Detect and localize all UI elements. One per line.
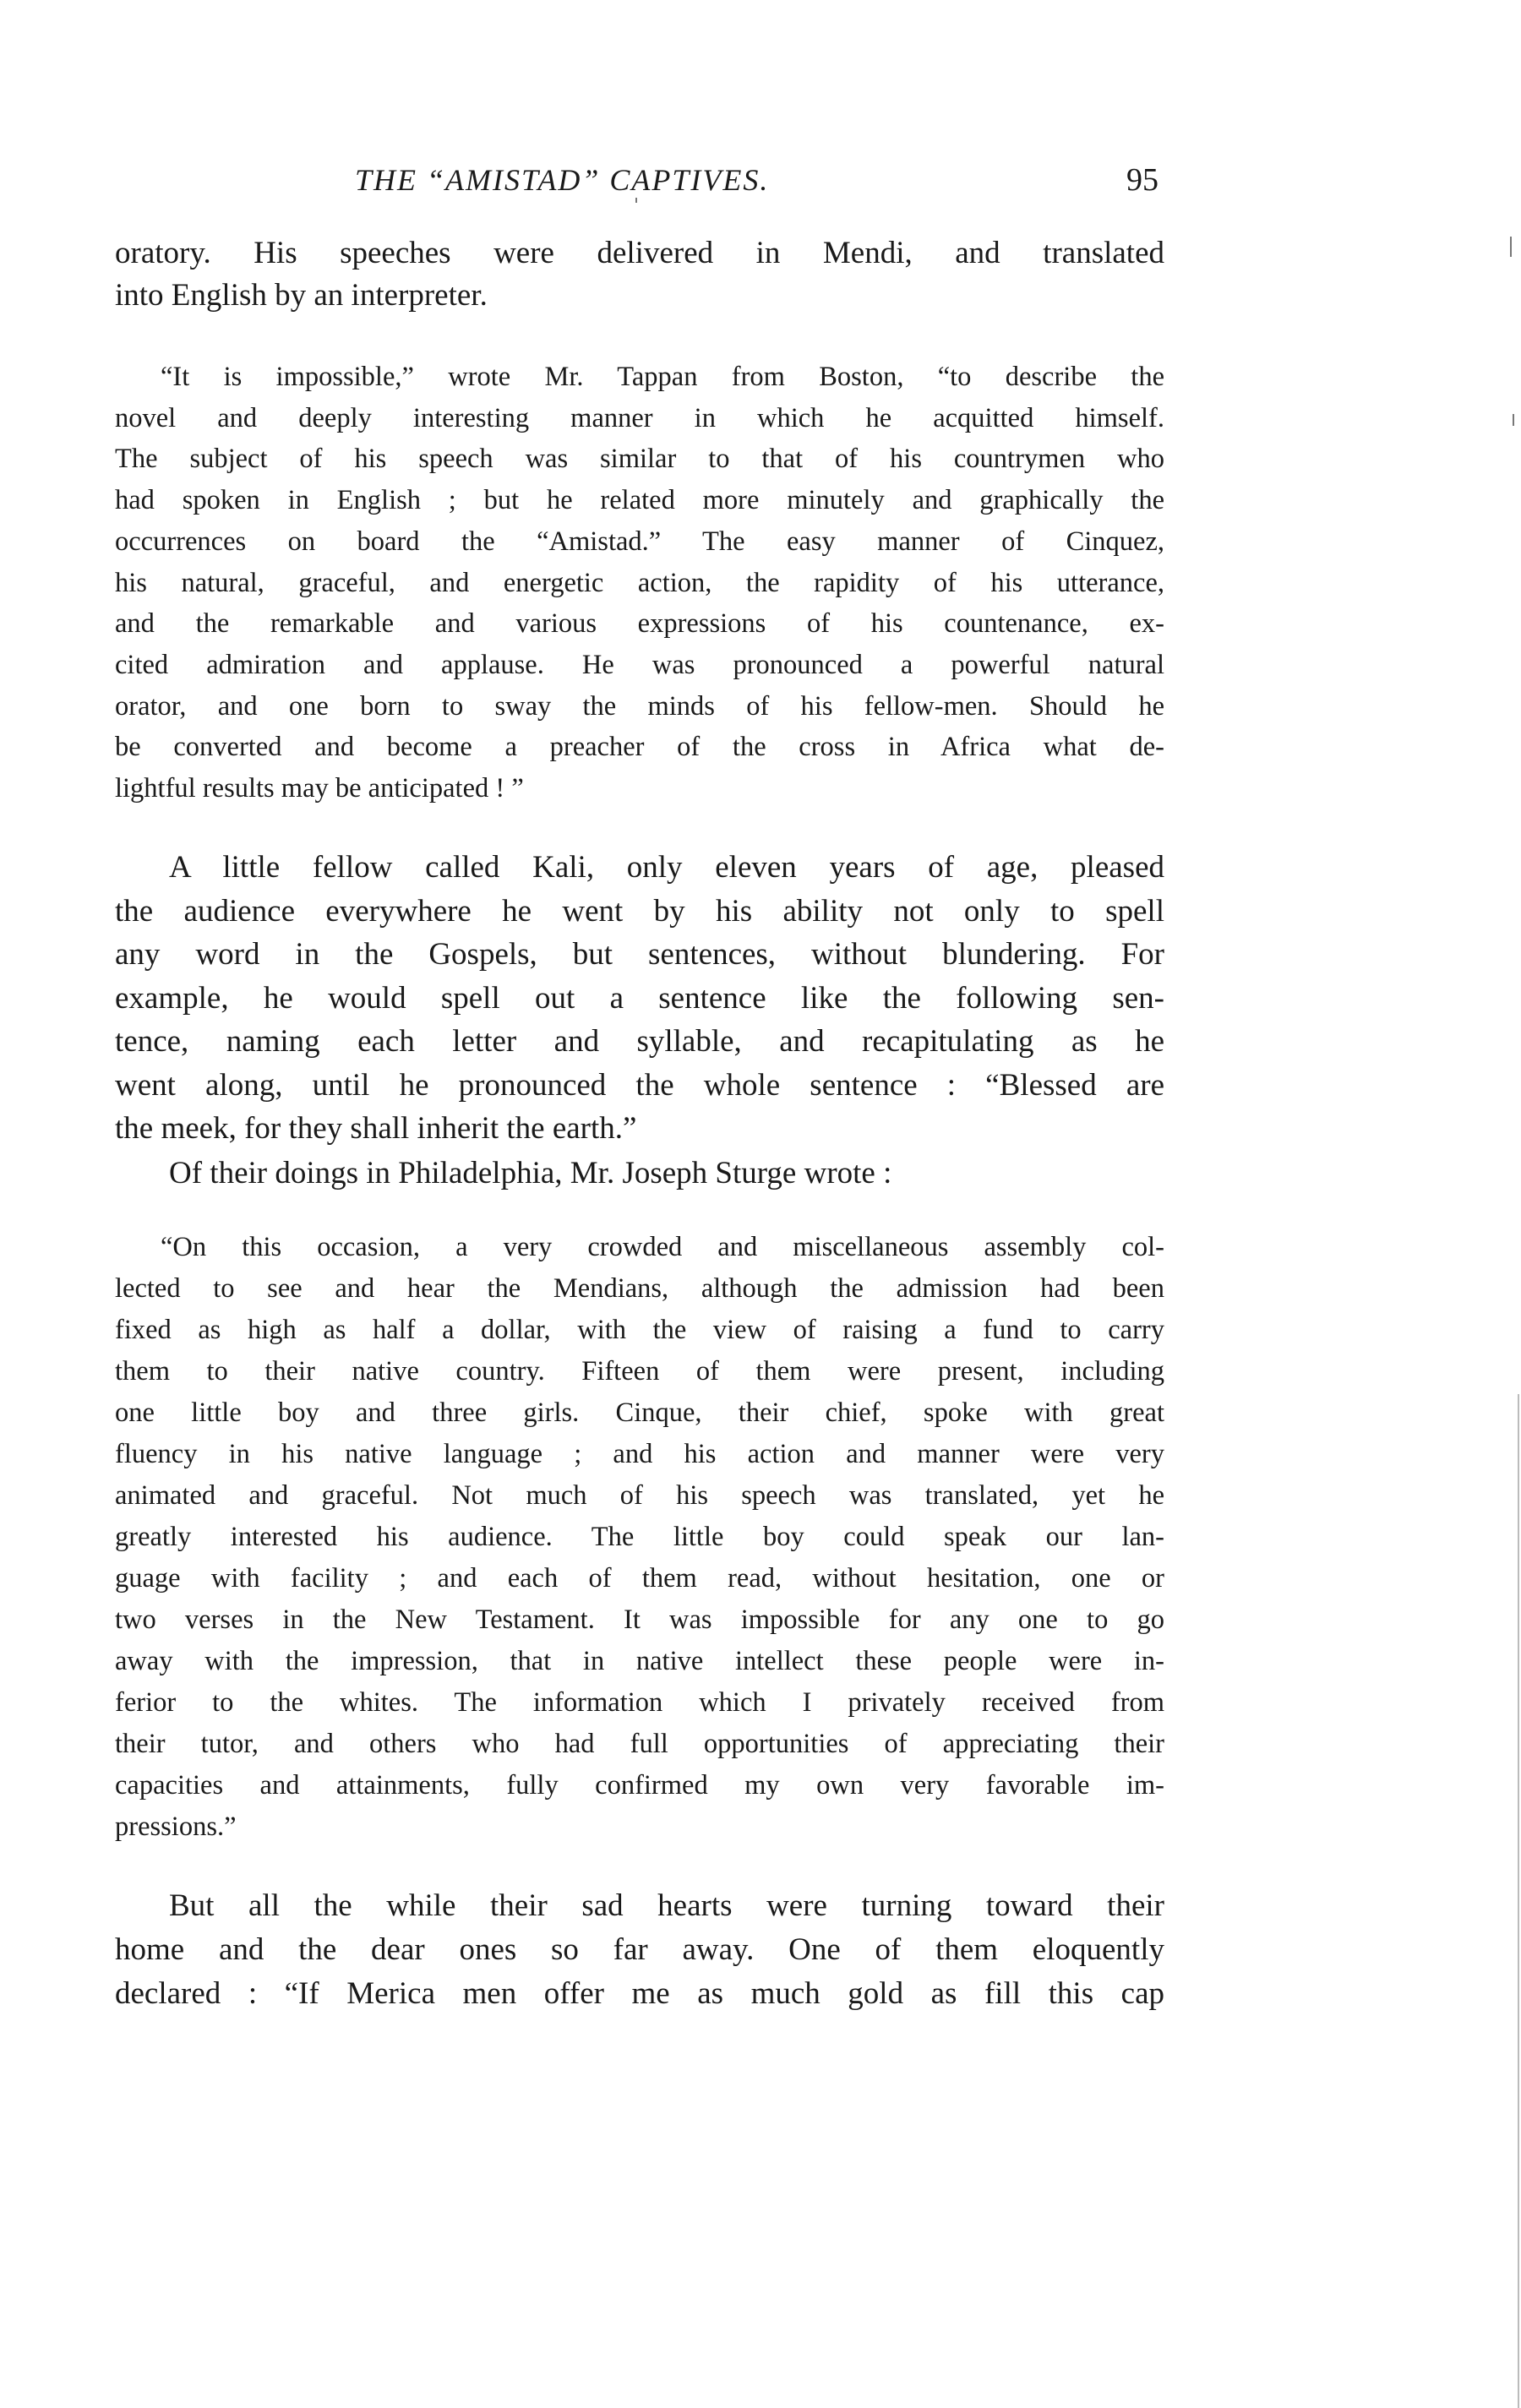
text-line: fixed as high as half a dollar, with the view of raising a fund to carry [115,1315,1164,1345]
paragraph-continuation [115,232,1164,317]
text-line: home and the dear ones so far away. One of them eloquently [115,1932,1164,1967]
text-line: their tutor, and others who had full opportunities of appreciating their [115,1729,1164,1759]
text-line: capacities and attainments, fully confirmed my own very favorable im- [115,1770,1164,1801]
text-line: them to their native country. Fifteen of them were present, including [115,1356,1164,1387]
text-line: ferior to the whites. The information which I privately received from [115,1687,1164,1718]
text-line: orator, and one born to sway the minds of his fellow-men. Should he [115,690,1164,722]
text-line: greatly interested his audience. The little boy could speak our lan- [115,1522,1164,1552]
block-quote-tappan [115,357,1164,809]
page-number: 95 [1126,162,1158,198]
text-line: into English by an interpreter. [115,278,488,313]
text-line: occurrences on board the “Amistad.” The easy manner of Cinquez, [115,526,1164,557]
text-line: lightful results may be anticipated ! ” [115,773,524,804]
text-line: cited admiration and applause. He was pronounced a powerful natural [115,649,1164,680]
text-line: the audience everywhere he went by his ability not only to spell [115,893,1164,929]
text-line: his natural, graceful, and energetic action, the rapidity of his utterance, [115,567,1164,598]
text-line: the meek, for they shall inherit the earth.” [115,1111,637,1146]
block-quote-sturge [115,1227,1164,1848]
scan-speck [635,198,637,203]
text-line: oratory. His speeches were delivered in Mendi, and translated [115,236,1164,270]
text-line: one little boy and three girls. Cinque, their chief, spoke with great [115,1397,1164,1428]
text-line: “It is impossible,” wrote Mr. Tappan from Boston, “to describe the [161,362,1164,392]
text-line: tence, naming each letter and syllable, and recapitulating as he [115,1024,1164,1059]
text-line: went along, until he pronounced the whole sentence : “Blessed are [115,1067,1164,1103]
text-line: “On this occasion, a very crowded and miscellaneous assembly col- [161,1232,1164,1262]
text-line: be converted and become a preacher of the cross in Africa what de- [115,732,1164,763]
text-line: lected to see and hear the Mendians, although the admission had been [115,1273,1164,1304]
scan-speck [1513,414,1514,426]
text-line: The subject of his speech was similar to that of his countrymen who [115,444,1164,475]
text-line: pressions.” [115,1811,237,1842]
scan-speck [1518,1394,1519,2408]
running-head [0,159,1521,201]
text-line: fluency in his native language ; and his action and manner were very [115,1439,1164,1469]
text-line: two verses in the New Testament. It was impossible for any one to go [115,1604,1164,1635]
text-line: guage with facility ; and each of them read, without hesitation, one or [115,1563,1164,1594]
text-line: any word in the Gospels, but sentences, without blundering. For [115,937,1164,972]
text-line: had spoken in English ; but he related more minutely and graphically the [115,485,1164,516]
text-line: declared : “If Merica men offer me as much gold as fill this cap [115,1976,1164,2011]
text-line: and the remarkable and various expressions of his countenance, ex- [115,608,1164,640]
text-line: away with the impression, that in native intellect these people were in- [115,1646,1164,1676]
text-line: example, he would spell out a sentence like the following sen- [115,980,1164,1016]
text-line: Of their doings in Philadelphia, Mr. Joseph Sturge wrote : [169,1156,892,1190]
running-head-title: THE “AMISTAD” CAPTIVES. [355,163,770,197]
paragraph-sturge-intro [115,1152,1164,1196]
text-line: novel and deeply interesting manner in which he acquitted himself. [115,402,1164,433]
paragraph-kali [115,846,1164,1151]
text-line: A little fellow called Kali, only eleven years of age, pleased [169,850,1164,885]
paragraph-homesick [115,1884,1164,2016]
text-line: animated and graceful. Not much of his speech was translated, yet he [115,1480,1164,1511]
text-line: But all the while their sad hearts were turning toward their [169,1888,1164,1923]
scan-speck [1510,237,1512,257]
